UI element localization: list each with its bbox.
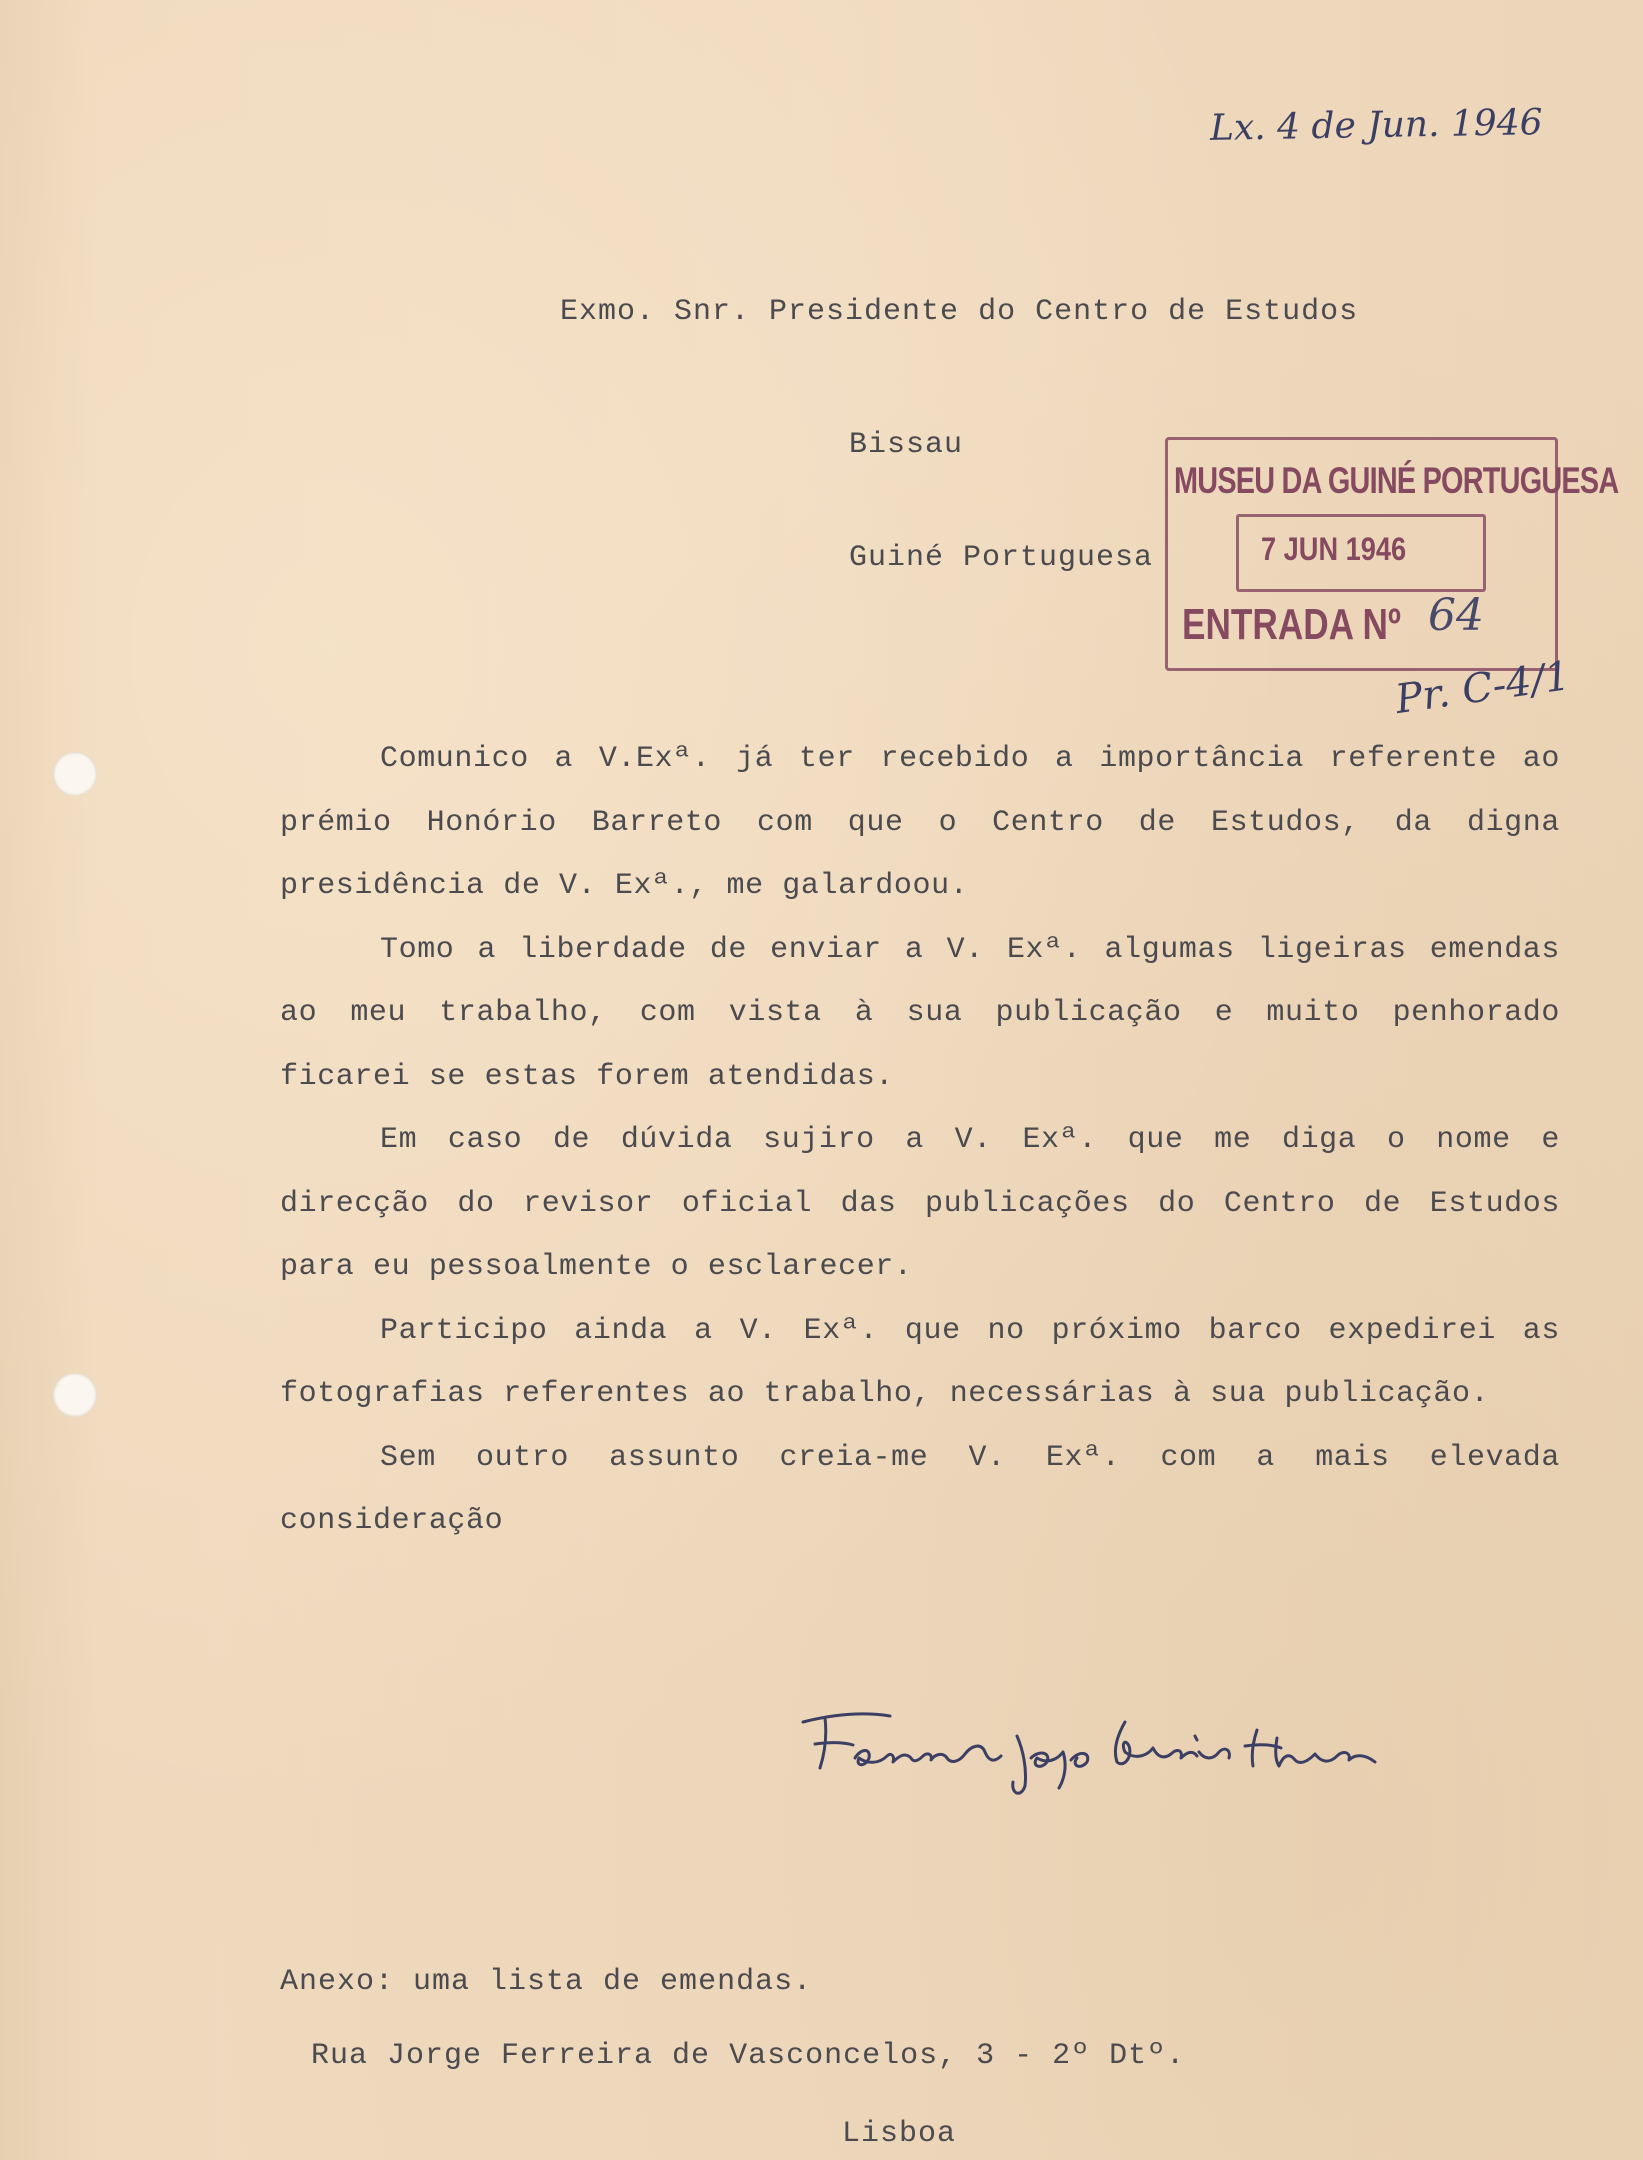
punch-hole-top — [53, 752, 97, 796]
stamp-entry-label: ENTRADA Nº — [1182, 600, 1401, 649]
sender-city: Lisboa — [842, 2117, 957, 2151]
stamp-entry-number: 64 — [1428, 590, 1484, 641]
museum-receipt-stamp — [1165, 437, 1619, 671]
recipient-city: Bissau — [849, 428, 964, 462]
archive-reference-note: Pr. C-4/1 — [1392, 653, 1573, 723]
recipient-country: Guiné Portuguesa — [849, 541, 1154, 575]
stamp-organization: MUSEU DA GUINÉ PORTUGUESA — [1174, 460, 1619, 501]
annex-line: Anexo: uma lista de emendas. — [280, 1965, 813, 1999]
recipient-line: Exmo. Snr. Presidente do Centro de Estudos — [560, 295, 1359, 329]
signature — [795, 1690, 1385, 1800]
body-paragraph: Sem outro assunto creia-me V. Exª. com a mais elevada consideração — [280, 1440, 1560, 1538]
body-paragraph: Comunico a V.Exª. já ter recebido a importância referente ao prémio Honório Barreto com que o Centro de Estudos, da digna presidência de V. Exª., me galardoou. — [280, 742, 1560, 903]
letter-body — [280, 728, 1560, 1554]
sender-street-address: Rua Jorge Ferreira de Vasconcelos, 3 - 2º Dtº. — [311, 2039, 1186, 2073]
punch-hole-bottom — [53, 1373, 97, 1417]
stamp-date-box — [1236, 514, 1486, 592]
body-paragraph: Participo ainda a V. Exª. que no próximo barco expedirei as fotografias referentes ao trabalho, necessárias à sua publicação. — [280, 1313, 1560, 1411]
body-paragraph: Tomo a liberdade de enviar a V. Exª. algumas ligeiras emendas ao meu trabalho, com vista à sua publicação e muito penhorado ficarei se estas forem atendidas. — [280, 932, 1560, 1094]
body-paragraph: Em caso de dúvida sujiro a V. Exª. que me diga o nome e direcção do revisor oficial das publicações do Centro de Estudos para eu pessoalmente o esclarecer. — [280, 1123, 1560, 1284]
handwritten-date-note: Lx. 4 de Jun. 1946 — [1209, 102, 1543, 149]
stamp-date: 7 JUN 1946 — [1261, 531, 1407, 567]
